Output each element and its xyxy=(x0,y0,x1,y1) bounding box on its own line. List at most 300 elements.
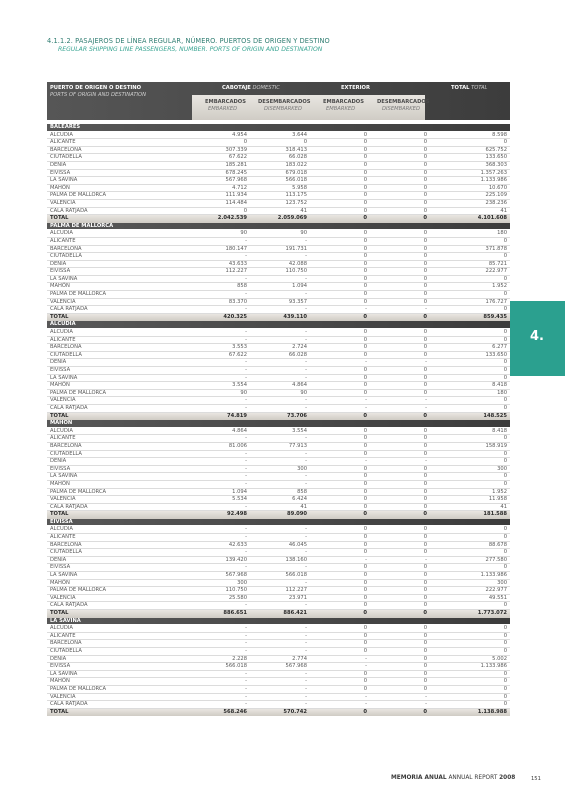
table-row xyxy=(47,701,510,709)
exterior-disembarked: 0 xyxy=(423,435,427,442)
cabotaje-embarked: 42.633 xyxy=(228,541,247,548)
table-row xyxy=(47,663,510,671)
table-row xyxy=(47,656,510,664)
total-value: 1.133.986 xyxy=(480,177,507,184)
exterior-embarked: 0 xyxy=(363,199,367,206)
port-name: CALA RATJADA xyxy=(50,602,88,609)
cabotaje-embarked: 92.498 xyxy=(226,511,247,518)
total-value: 0 xyxy=(503,237,507,244)
cabotaje-embarked: 678.245 xyxy=(225,169,247,176)
exterior-embarked: 0 xyxy=(363,192,367,199)
exterior-embarked: 0 xyxy=(363,685,367,692)
exterior-embarked: 0 xyxy=(363,382,367,389)
cabotaje-disembarked: - xyxy=(305,253,307,260)
header-desembarcados-es-2: DESEMBARCADOS xyxy=(377,99,430,105)
port-name: CIUTADELLA xyxy=(50,549,82,556)
table-row xyxy=(47,170,510,178)
port-name: TOTAL xyxy=(50,412,69,419)
cabotaje-disembarked: - xyxy=(305,291,307,298)
exterior-disembarked: - xyxy=(425,458,427,465)
cabotaje-embarked: - xyxy=(245,602,247,609)
exterior-embarked: 0 xyxy=(363,549,367,556)
exterior-embarked: 0 xyxy=(363,465,367,472)
cabotaje-embarked: - xyxy=(245,701,247,708)
table-row xyxy=(47,481,510,489)
table-row xyxy=(47,557,510,565)
cabotaje-embarked: - xyxy=(245,534,247,541)
total-value: 0 xyxy=(503,435,507,442)
cabotaje-disembarked: - xyxy=(305,678,307,685)
exterior-disembarked: 0 xyxy=(423,389,427,396)
table-row xyxy=(47,458,510,466)
exterior-disembarked: 0 xyxy=(423,245,427,252)
section-header: LA SAVINA xyxy=(47,618,510,626)
table-row xyxy=(47,253,510,261)
total-value: 0 xyxy=(503,670,507,677)
exterior-embarked: 0 xyxy=(363,640,367,647)
port-name: VALENCIA xyxy=(50,594,76,601)
exterior-embarked: 0 xyxy=(363,154,367,161)
header-cabotaje-es: CABOTAJE xyxy=(222,85,251,91)
port-name: CIUTADELLA xyxy=(50,450,82,457)
cabotaje-embarked: - xyxy=(245,670,247,677)
port-name: TOTAL xyxy=(50,511,69,518)
exterior-disembarked: 0 xyxy=(423,587,427,594)
exterior-disembarked: 0 xyxy=(423,442,427,449)
exterior-embarked: 0 xyxy=(363,374,367,381)
total-value: 0 xyxy=(503,640,507,647)
total-row xyxy=(47,610,510,618)
total-value: 0 xyxy=(503,336,507,343)
table-row xyxy=(47,397,510,405)
exterior-embarked: 0 xyxy=(363,503,367,510)
cabotaje-embarked: 139.420 xyxy=(225,556,247,563)
exterior-embarked: 0 xyxy=(363,139,367,146)
cabotaje-disembarked: - xyxy=(305,306,307,313)
cabotaje-embarked: 2.228 xyxy=(232,655,247,662)
cabotaje-disembarked: 138.160 xyxy=(285,556,307,563)
section-header: ALCUDIA xyxy=(47,321,510,329)
cabotaje-embarked: - xyxy=(245,693,247,700)
total-value: 277.580 xyxy=(485,556,507,563)
cabotaje-embarked: - xyxy=(245,367,247,373)
port-name: TOTAL xyxy=(50,708,69,715)
table-row xyxy=(47,542,510,550)
cabotaje-disembarked: - xyxy=(305,397,307,404)
exterior-disembarked: 0 xyxy=(423,154,427,161)
port-name: PALMA DE MALLORCA xyxy=(50,192,107,199)
cabotaje-disembarked: 112.227 xyxy=(285,587,307,594)
total-value: 180 xyxy=(497,389,507,396)
cabotaje-embarked: - xyxy=(245,291,247,298)
exterior-embarked: 0 xyxy=(363,184,367,191)
table-row xyxy=(47,640,510,648)
total-value: 6.277 xyxy=(492,344,507,351)
total-value: 180 xyxy=(497,230,507,237)
cabotaje-embarked: 3.554 xyxy=(232,382,247,389)
exterior-disembarked: 0 xyxy=(423,465,427,472)
table-row xyxy=(47,625,510,633)
port-name: VALENCIA xyxy=(50,693,76,700)
exterior-disembarked: 0 xyxy=(423,526,427,533)
port-name: EIVISSA xyxy=(50,564,71,571)
exterior-disembarked: 0 xyxy=(423,708,427,715)
cabotaje-embarked: 67.622 xyxy=(228,154,247,161)
total-value: 0 xyxy=(503,450,507,457)
cabotaje-disembarked: 2.774 xyxy=(292,655,307,662)
cabotaje-embarked: - xyxy=(245,329,247,336)
total-value: 0 xyxy=(503,625,507,632)
port-name: ALICANTE xyxy=(50,139,76,146)
table-row xyxy=(47,132,510,140)
cabotaje-embarked: 67.622 xyxy=(228,351,247,358)
port-name: LA SAVINA xyxy=(50,670,78,677)
port-name: DENIA xyxy=(50,556,67,563)
table-row xyxy=(47,185,510,193)
port-name: EIVISSA xyxy=(50,268,71,275)
table-row xyxy=(47,268,510,276)
exterior-embarked: 0 xyxy=(363,344,367,351)
exterior-disembarked: 0 xyxy=(423,192,427,199)
exterior-disembarked: 0 xyxy=(423,625,427,632)
cabotaje-disembarked: 6.424 xyxy=(292,496,307,503)
cabotaje-embarked: - xyxy=(245,526,247,533)
port-name: TOTAL xyxy=(50,610,69,616)
cabotaje-embarked: - xyxy=(245,685,247,692)
exterior-disembarked: 0 xyxy=(423,382,427,389)
port-name: PALMA DE MALLORCA xyxy=(50,587,107,594)
cabotaje-disembarked: - xyxy=(305,404,307,411)
total-row xyxy=(47,709,510,717)
exterior-embarked: 0 xyxy=(363,313,367,320)
exterior-disembarked: 0 xyxy=(423,161,427,168)
exterior-embarked: 0 xyxy=(363,541,367,548)
total-value: 0 xyxy=(503,306,507,313)
cabotaje-embarked: 43.633 xyxy=(228,260,247,267)
cabotaje-disembarked: 566.018 xyxy=(285,177,307,184)
total-value: 1.133.986 xyxy=(480,572,507,579)
cabotaje-disembarked: - xyxy=(305,336,307,343)
cabotaje-disembarked: 46.045 xyxy=(288,541,307,548)
exterior-disembarked: 0 xyxy=(423,260,427,267)
cabotaje-embarked: 2.042.539 xyxy=(217,215,247,222)
total-value: 0 xyxy=(503,253,507,260)
section-header: EIVISSA xyxy=(47,519,510,527)
exterior-disembarked: 0 xyxy=(423,503,427,510)
table-row xyxy=(47,276,510,284)
cabotaje-disembarked: - xyxy=(305,473,307,480)
port-name: MAHÓN xyxy=(50,283,70,290)
total-row xyxy=(47,215,510,223)
exterior-embarked: 0 xyxy=(363,632,367,639)
exterior-embarked: 0 xyxy=(363,230,367,237)
total-value: 0 xyxy=(503,647,507,654)
cabotaje-disembarked: - xyxy=(305,450,307,457)
exterior-embarked: 0 xyxy=(363,572,367,579)
chapter-tab[interactable]: 4. xyxy=(510,301,565,376)
exterior-embarked: 0 xyxy=(363,169,367,176)
total-value: 300 xyxy=(497,579,507,586)
total-value: 0 xyxy=(503,701,507,708)
header-desembarcados-en-1: DISEMBARKED xyxy=(264,106,302,112)
port-name: EIVISSA xyxy=(50,367,71,373)
exterior-disembarked: 0 xyxy=(423,336,427,343)
cabotaje-embarked: 185.281 xyxy=(225,161,247,168)
exterior-embarked: 0 xyxy=(363,610,367,616)
cabotaje-embarked: 300 xyxy=(237,579,247,586)
total-value: 0 xyxy=(503,367,507,373)
port-name: DENIA xyxy=(50,359,67,366)
port-name: BARCELONA xyxy=(50,640,82,647)
exterior-embarked: - xyxy=(365,663,367,670)
exterior-disembarked: 0 xyxy=(423,291,427,298)
table-row xyxy=(47,466,510,474)
table-row xyxy=(47,306,510,314)
exterior-disembarked: 0 xyxy=(423,230,427,237)
table-row xyxy=(47,435,510,443)
total-value: 0 xyxy=(503,404,507,411)
cabotaje-disembarked: 300 xyxy=(297,465,307,472)
table-row xyxy=(47,564,510,572)
cabotaje-disembarked: 66.028 xyxy=(288,154,307,161)
page-number: 151 xyxy=(531,776,541,782)
exterior-disembarked: 0 xyxy=(423,473,427,480)
header-embarcados-es-1: EMBARCADOS xyxy=(205,99,246,105)
cabotaje-embarked: - xyxy=(245,564,247,571)
cabotaje-embarked: 4.712 xyxy=(232,184,247,191)
exterior-disembarked: 0 xyxy=(423,564,427,571)
exterior-disembarked: - xyxy=(425,359,427,366)
cabotaje-embarked: 307.339 xyxy=(225,146,247,153)
exterior-embarked: 0 xyxy=(363,511,367,518)
port-name: ALCUDIA xyxy=(50,230,73,237)
exterior-disembarked: 0 xyxy=(423,511,427,518)
table-row xyxy=(47,496,510,504)
table-row xyxy=(47,489,510,497)
port-name: LA SAVINA xyxy=(50,473,78,480)
total-value: 0 xyxy=(503,564,507,571)
table-row xyxy=(47,230,510,238)
port-name: BARCELONA xyxy=(50,541,82,548)
table-row xyxy=(47,367,510,375)
cabotaje-disembarked: 23.971 xyxy=(288,594,307,601)
exterior-disembarked: 0 xyxy=(423,427,427,434)
exterior-embarked: 0 xyxy=(363,442,367,449)
cabotaje-disembarked: 110.750 xyxy=(285,268,307,275)
cabotaje-embarked: 112.227 xyxy=(225,268,247,275)
total-value: 0 xyxy=(503,480,507,487)
cabotaje-embarked: - xyxy=(245,465,247,472)
port-name: VALENCIA xyxy=(50,298,76,305)
port-name: PALMA DE MALLORCA xyxy=(50,488,107,495)
exterior-embarked: 0 xyxy=(363,435,367,442)
port-name: VALENCIA xyxy=(50,199,76,206)
port-name: ALCUDIA xyxy=(50,131,73,138)
cabotaje-embarked: - xyxy=(245,275,247,282)
table-row xyxy=(47,283,510,291)
exterior-disembarked: 0 xyxy=(423,450,427,457)
cabotaje-disembarked: 113.175 xyxy=(285,192,307,199)
cabotaje-embarked: 566.018 xyxy=(225,663,247,670)
port-name: EIVISSA xyxy=(50,663,71,670)
cabotaje-disembarked: - xyxy=(305,640,307,647)
port-name: MAHÓN xyxy=(50,480,70,487)
total-value: 222.977 xyxy=(485,587,507,594)
page-subtitle: REGULAR SHIPPING LINE PASSENGERS, NUMBER. PORTS OF ORIGIN AND DESTINATION xyxy=(58,46,323,53)
exterior-disembarked: 0 xyxy=(423,374,427,381)
port-name: CIUTADELLA xyxy=(50,154,82,161)
cabotaje-disembarked: - xyxy=(305,526,307,533)
exterior-disembarked: 0 xyxy=(423,268,427,275)
exterior-embarked: 0 xyxy=(363,131,367,138)
total-value: 225.109 xyxy=(485,192,507,199)
table-row xyxy=(47,443,510,451)
port-name: MAHÓN xyxy=(50,579,70,586)
port-name: PALMA DE MALLORCA xyxy=(50,389,107,396)
exterior-disembarked: 0 xyxy=(423,351,427,358)
table-row xyxy=(47,504,510,512)
total-value: 41 xyxy=(500,207,507,214)
port-name: CIUTADELLA xyxy=(50,351,82,358)
cabotaje-disembarked: - xyxy=(305,693,307,700)
exterior-disembarked: 0 xyxy=(423,169,427,176)
table-row xyxy=(47,200,510,208)
exterior-embarked: 0 xyxy=(363,260,367,267)
exterior-embarked: 0 xyxy=(363,670,367,677)
total-value: 368.303 xyxy=(485,161,507,168)
table-row xyxy=(47,261,510,269)
exterior-embarked: 0 xyxy=(363,450,367,457)
exterior-embarked: 0 xyxy=(363,496,367,503)
cabotaje-disembarked: 2.059.069 xyxy=(277,215,307,222)
cabotaje-embarked: 0 xyxy=(243,139,247,146)
exterior-disembarked: 0 xyxy=(423,237,427,244)
cabotaje-embarked: 81.006 xyxy=(228,442,247,449)
exterior-embarked: - xyxy=(365,306,367,313)
port-name: LA SAVINA xyxy=(50,572,78,579)
port-name: CALA RATJADA xyxy=(50,306,88,313)
total-value: 0 xyxy=(503,685,507,692)
cabotaje-disembarked: 679.018 xyxy=(285,169,307,176)
cabotaje-disembarked: - xyxy=(305,374,307,381)
exterior-disembarked: 0 xyxy=(423,184,427,191)
total-row xyxy=(47,314,510,322)
total-value: 8.418 xyxy=(492,382,507,389)
port-name: DENIA xyxy=(50,655,67,662)
exterior-embarked: 0 xyxy=(363,161,367,168)
total-value: 1.138.988 xyxy=(477,708,507,715)
port-name: BARCELONA xyxy=(50,344,82,351)
exterior-embarked: 0 xyxy=(363,298,367,305)
page-title: 4.1.1.2. PASAJEROS DE LÍNEA REGULAR, NÚMERO. PUERTOS DE ORIGEN Y DESTINO xyxy=(47,37,330,45)
exterior-disembarked: 0 xyxy=(423,541,427,548)
cabotaje-embarked: 111.934 xyxy=(225,192,247,199)
exterior-disembarked: 0 xyxy=(423,253,427,260)
port-name: CIUTADELLA xyxy=(50,647,82,654)
cabotaje-embarked: - xyxy=(245,435,247,442)
exterior-embarked: - xyxy=(365,404,367,411)
exterior-embarked: 0 xyxy=(363,336,367,343)
total-value: 625.752 xyxy=(485,146,507,153)
total-value: 8.418 xyxy=(492,427,507,434)
total-value: 133.650 xyxy=(485,154,507,161)
cabotaje-embarked: - xyxy=(245,336,247,343)
cabotaje-embarked: - xyxy=(245,678,247,685)
table-row xyxy=(47,549,510,557)
exterior-disembarked: 0 xyxy=(423,663,427,670)
exterior-embarked: 0 xyxy=(363,329,367,336)
footer-annual-report: ANNUAL REPORT xyxy=(448,775,498,781)
exterior-embarked: 0 xyxy=(363,389,367,396)
cabotaje-disembarked: - xyxy=(305,237,307,244)
total-value: 222.977 xyxy=(485,268,507,275)
total-value: 238.236 xyxy=(485,199,507,206)
exterior-embarked: 0 xyxy=(363,647,367,654)
port-name: CALA RATJADA xyxy=(50,207,88,214)
cabotaje-embarked: - xyxy=(245,503,247,510)
exterior-disembarked: 0 xyxy=(423,678,427,685)
exterior-embarked: 0 xyxy=(363,253,367,260)
cabotaje-embarked: 568.246 xyxy=(223,708,247,715)
port-name: MAHÓN xyxy=(50,184,70,191)
exterior-disembarked: 0 xyxy=(423,313,427,320)
total-row xyxy=(47,511,510,519)
port-name: LA SAVINA xyxy=(50,374,78,381)
exterior-disembarked: 0 xyxy=(423,610,427,616)
cabotaje-disembarked: 567.968 xyxy=(285,663,307,670)
header-origin-es: PUERTO DE ORIGEN O DESTINO xyxy=(50,85,142,91)
cabotaje-embarked: - xyxy=(245,253,247,260)
cabotaje-disembarked: 2.724 xyxy=(292,344,307,351)
port-name: DENIA xyxy=(50,458,67,465)
total-value: 0 xyxy=(503,291,507,298)
table-row xyxy=(47,595,510,603)
cabotaje-embarked: 83.370 xyxy=(228,298,247,305)
port-name: PALMA DE MALLORCA xyxy=(50,685,107,692)
passengers-table xyxy=(47,82,510,716)
port-name: BARCELONA xyxy=(50,146,82,153)
exterior-disembarked: 0 xyxy=(423,496,427,503)
exterior-embarked: - xyxy=(365,655,367,662)
cabotaje-disembarked: 1.094 xyxy=(292,283,307,290)
table-row xyxy=(47,602,510,610)
exterior-disembarked: 0 xyxy=(423,367,427,373)
exterior-embarked: - xyxy=(365,359,367,366)
port-name: CALA RATJADA xyxy=(50,503,88,510)
table-row xyxy=(47,451,510,459)
total-value: 1.133.986 xyxy=(480,663,507,670)
exterior-embarked: 0 xyxy=(363,283,367,290)
cabotaje-disembarked: - xyxy=(305,579,307,586)
table-row xyxy=(47,192,510,200)
cabotaje-disembarked: 3.644 xyxy=(292,131,307,138)
cabotaje-disembarked: - xyxy=(305,625,307,632)
table-row xyxy=(47,390,510,398)
exterior-embarked: 0 xyxy=(363,587,367,594)
exterior-embarked: 0 xyxy=(363,534,367,541)
table-row xyxy=(47,352,510,360)
total-value: 0 xyxy=(503,374,507,381)
total-value: 88.678 xyxy=(488,541,507,548)
cabotaje-disembarked: 570.742 xyxy=(283,708,307,715)
port-name: ALCUDIA xyxy=(50,427,73,434)
total-value: 5.002 xyxy=(492,655,507,662)
table-row xyxy=(47,694,510,702)
cabotaje-disembarked: - xyxy=(305,329,307,336)
port-name: ALCUDIA xyxy=(50,329,73,336)
table-row xyxy=(47,375,510,383)
total-value: 1.952 xyxy=(492,488,507,495)
